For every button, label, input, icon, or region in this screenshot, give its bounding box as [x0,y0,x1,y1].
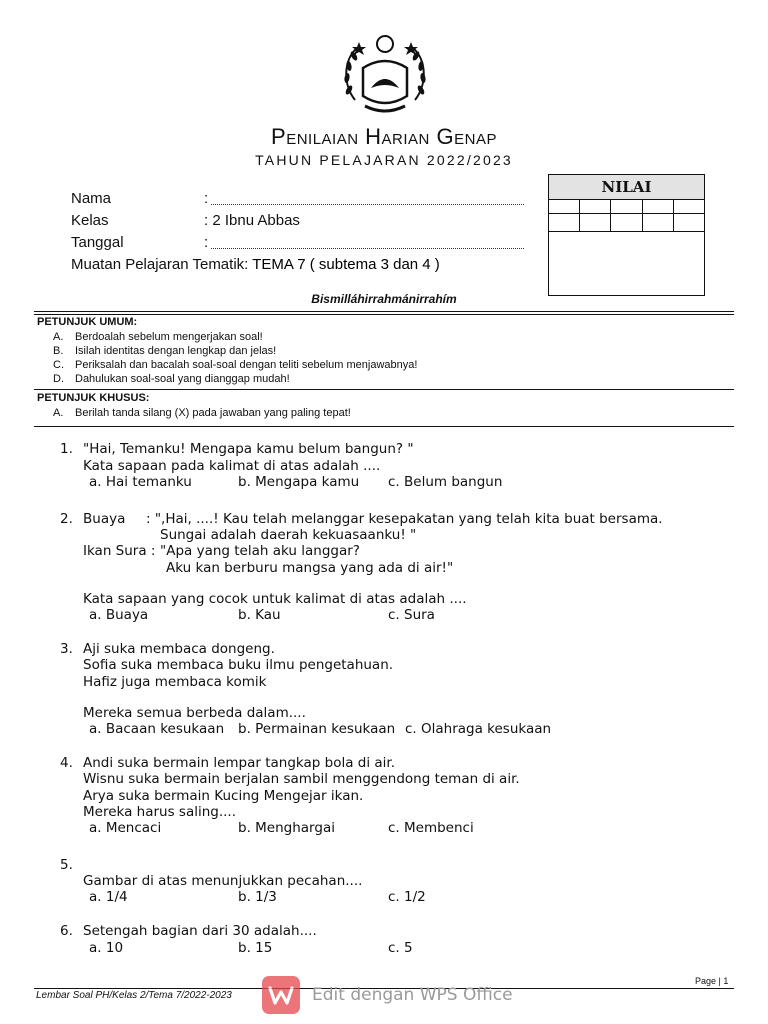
wps-logo-icon [262,976,300,1014]
question-text: Aji suka membaca dongeng. [83,641,275,657]
question-text: Hafiz juga membaca komik [83,674,267,690]
question-number: 2. [60,511,73,527]
fill-line[interactable] [211,248,524,249]
question-number: 3. [60,641,73,657]
nilai-header: NILAI [549,175,704,200]
identity-value: : 2 Ibnu Abbas [204,212,300,229]
instruction-item: C. Periksalah dan bacalah soal-soal dengan teliti sebelum menjawabnya! [53,359,418,371]
footer-text: Lembar Soal PH/Kelas 2/Tema 7/2022-2023 [36,990,232,1001]
school-logo-emblem [335,30,435,122]
nilai-cells [549,199,704,232]
petunjuk-umum-title: PETUNJUK UMUM: [37,316,138,328]
answer-option[interactable]: b. Mengapa kamu [238,474,360,490]
answer-option[interactable]: b. 1/3 [238,889,277,905]
identity-label: Tanggal [71,234,124,251]
answer-option[interactable]: a. Buaya [89,607,149,623]
question-text: Setengah bagian dari 30 adalah.... [83,923,317,939]
answer-option[interactable]: c. Sura [388,607,435,623]
muatan-value: TEMA 7 ( subtema 3 dan 4 ) [252,256,440,273]
question-number: 6. [60,923,73,939]
answer-option[interactable]: c. 1/2 [388,889,426,905]
identity-label: Nama [71,190,112,207]
question-text: Mereka harus saling.... [83,804,237,820]
question-text: Kata sapaan yang cocok untuk kalimat di atas adalah .... [83,591,467,607]
nilai-cell [674,199,704,231]
instruction-item: D. Dahulukan soal-soal yang dianggap mudah! [53,373,290,385]
question-text: Sungai adalah daerah kekuasaanku! " [160,527,417,543]
fill-line[interactable] [211,204,524,205]
answer-option[interactable]: a. Hai temanku [89,474,192,490]
answer-option[interactable]: a. Bacaan kesukaan [89,721,225,737]
answer-option[interactable]: b. 15 [238,940,273,956]
muatan-pelajaran [71,256,440,273]
petunjuk-khusus-title: PETUNJUK KHUSUS: [37,392,150,404]
nilai-cell [549,199,580,231]
question-text: Sofia suka membaca buku ilmu pengetahuan. [83,657,394,673]
wps-watermark[interactable] [262,976,513,1014]
page-number: Page | 1 [695,976,729,986]
question-text: Aku kan berburu mangsa yang ada di air!" [166,560,454,576]
answer-option[interactable]: c. Olahraga kesukaan [405,721,552,737]
identity-value: : [204,234,209,251]
question-text: "Hai, Temanku! Mengapa kamu belum bangun? " [83,441,414,457]
answer-option[interactable]: c. Membenci [388,820,474,836]
answer-option[interactable]: c. Belum bangun [388,474,503,490]
speaker-name: Ikan Sura : [83,543,156,559]
page-subtitle: TAHUN PELAJARAN 2022/2023 [255,152,513,168]
divider [34,311,734,312]
answer-option[interactable]: c. 5 [388,940,413,956]
answer-option[interactable]: b. Menghargai [238,820,335,836]
identity-label: Kelas [71,212,109,229]
muatan-label: Muatan Pelajaran Tematik: [71,256,253,273]
question-text: Arya suka bermain Kucing Mengejar ikan. [83,788,364,804]
answer-option[interactable]: b. Permainan kesukaan [238,721,396,737]
identity-value: : [204,190,209,207]
nilai-cell [643,199,674,231]
question-text: Gambar di atas menunjukkan pecahan.... [83,873,363,889]
answer-option[interactable]: a. 10 [89,940,124,956]
instruction-item: A. Berilah tanda silang (X) pada jawaban yang paling tepat! [53,407,351,419]
nilai-cell [580,199,611,231]
answer-option[interactable]: a. 1/4 [89,889,128,905]
speaker-name: Buaya [83,511,126,527]
bismillah-text: Bismilláhirrahmánirrahím [311,292,457,306]
divider [34,426,734,427]
question-text: Mereka semua berbeda dalam.... [83,705,306,721]
answer-option[interactable]: b. Kau [238,607,281,623]
instruction-item: A. Berdoalah sebelum mengerjakan soal! [53,331,263,343]
divider [34,314,734,315]
page-title: Penilaian Harian Genap [271,124,497,149]
question-text: Wisnu suka bermain berjalan sambil menggendong teman di air. [83,771,520,787]
question-number: 5. [60,857,73,873]
nilai-box [548,174,705,296]
question-number: 4. [60,755,73,771]
instruction-item: B. Isilah identitas dengan lengkap dan jelas! [53,345,277,357]
divider [34,389,734,390]
question-text: Andi suka bermain lempar tangkap bola di air. [83,755,396,771]
question-text: : ",Hai, ....! Kau telah melanggar kesepakatan yang telah kita buat bersama. [146,511,663,527]
nilai-cell [611,199,642,231]
answer-option[interactable]: a. Mencaci [89,820,162,836]
wps-watermark-text: Edit dengan WPS Office [312,985,513,1005]
question-text: Kata sapaan pada kalimat di atas adalah .... [83,458,381,474]
question-text: "Apa yang telah aku langgar? [160,543,360,559]
question-number: 1. [60,441,73,457]
